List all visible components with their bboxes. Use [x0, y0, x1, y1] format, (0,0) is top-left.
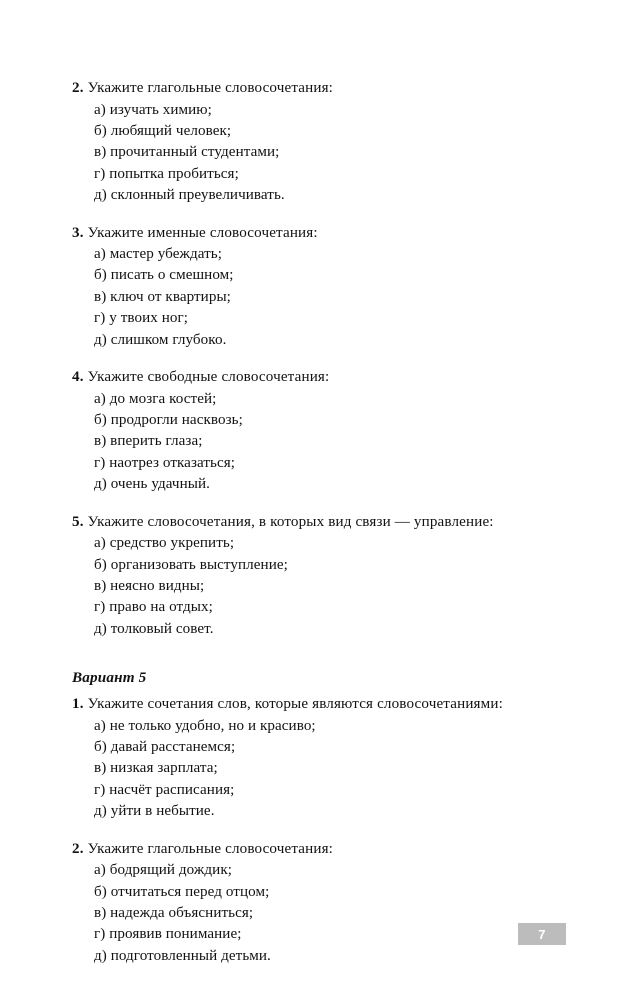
option-item: б) продрогли насквозь; [94, 411, 243, 428]
option-item: г) наотрез отказаться; [94, 454, 236, 471]
option-item: в) прочитанный студентами; [94, 144, 280, 161]
option-item: б) отчитаться перед отцом; [94, 883, 270, 900]
option-item: а) бодрящий дождик; [94, 862, 233, 879]
option-item: в) неясно видны; [94, 577, 205, 594]
option-item: д) склонный преувеличивать. [94, 187, 285, 204]
option-item: в) низкая зарплата; [94, 760, 218, 777]
option-list [72, 100, 572, 207]
question-number: 4. [72, 369, 84, 386]
question-prompt: Укажите свободные словосочетания: [87, 369, 330, 386]
question-number: 5. [72, 513, 84, 530]
option-list [72, 716, 572, 823]
option-item: д) слишком глубоко. [94, 331, 227, 348]
option-item: г) насчёт расписания; [94, 781, 235, 798]
option-list [72, 860, 572, 967]
option-item: в) вперить глаза; [94, 433, 203, 450]
question-number: 2. [72, 80, 84, 96]
option-item: б) писать о смешном; [94, 267, 234, 284]
option-item: б) давай расстанемся; [94, 739, 236, 756]
exercise-block [72, 367, 572, 496]
option-item: а) мастер убеждать; [94, 246, 223, 263]
option-list [72, 389, 572, 496]
option-item: в) ключ от квартиры; [94, 288, 231, 305]
option-item: д) подготовленный детьми. [94, 947, 271, 964]
section-spacer [72, 656, 572, 668]
question-number: 1. [72, 696, 84, 713]
option-item: д) уйти в небытие. [94, 803, 215, 820]
exercise-block [72, 78, 572, 207]
question-heading [72, 839, 572, 860]
option-item: а) до мозга костей; [94, 390, 217, 407]
question-heading [72, 367, 572, 388]
option-item: в) надежда объясниться; [94, 904, 254, 921]
option-list [72, 244, 572, 351]
option-item: г) попытка пробиться; [94, 165, 239, 182]
question-prompt: Укажите глагольные словосочетания: [87, 80, 334, 96]
question-heading [72, 512, 572, 533]
question-prompt: Укажите глагольные словосочетания: [87, 840, 334, 857]
option-item: а) средство укрепить; [94, 535, 235, 552]
question-number: 3. [72, 224, 84, 241]
option-item: б) любящий человек; [94, 122, 232, 139]
option-item: г) у твоих ног; [94, 310, 189, 327]
exercise-block [72, 512, 572, 641]
option-item: а) изучать химию; [94, 101, 212, 118]
question-heading [72, 223, 572, 244]
option-item: д) толковый совет. [94, 620, 214, 637]
question-prompt: Укажите сочетания слов, которые являются словосочетаниями: [87, 696, 503, 713]
question-heading [72, 694, 572, 715]
question-prompt: Укажите именные словосочетания: [87, 224, 318, 241]
question-prompt: Укажите словосочетания, в которых вид связи — управление: [87, 513, 494, 530]
question-number: 2. [72, 840, 84, 857]
option-item: б) организовать выступление; [94, 556, 288, 573]
variant-heading: Вариант 5 [72, 669, 147, 687]
option-item: д) очень удачный. [94, 476, 210, 493]
page-number-badge: 7 [518, 923, 566, 945]
exercise-block [72, 694, 572, 823]
option-item: г) проявив понимание; [94, 926, 242, 943]
option-item: г) право на отдых; [94, 599, 213, 616]
exercise-block [72, 223, 572, 352]
question-heading [72, 78, 572, 99]
exercise-block [72, 839, 572, 968]
page-content [72, 78, 572, 967]
option-item: а) не только удобно, но и красиво; [94, 717, 316, 734]
option-list [72, 533, 572, 640]
